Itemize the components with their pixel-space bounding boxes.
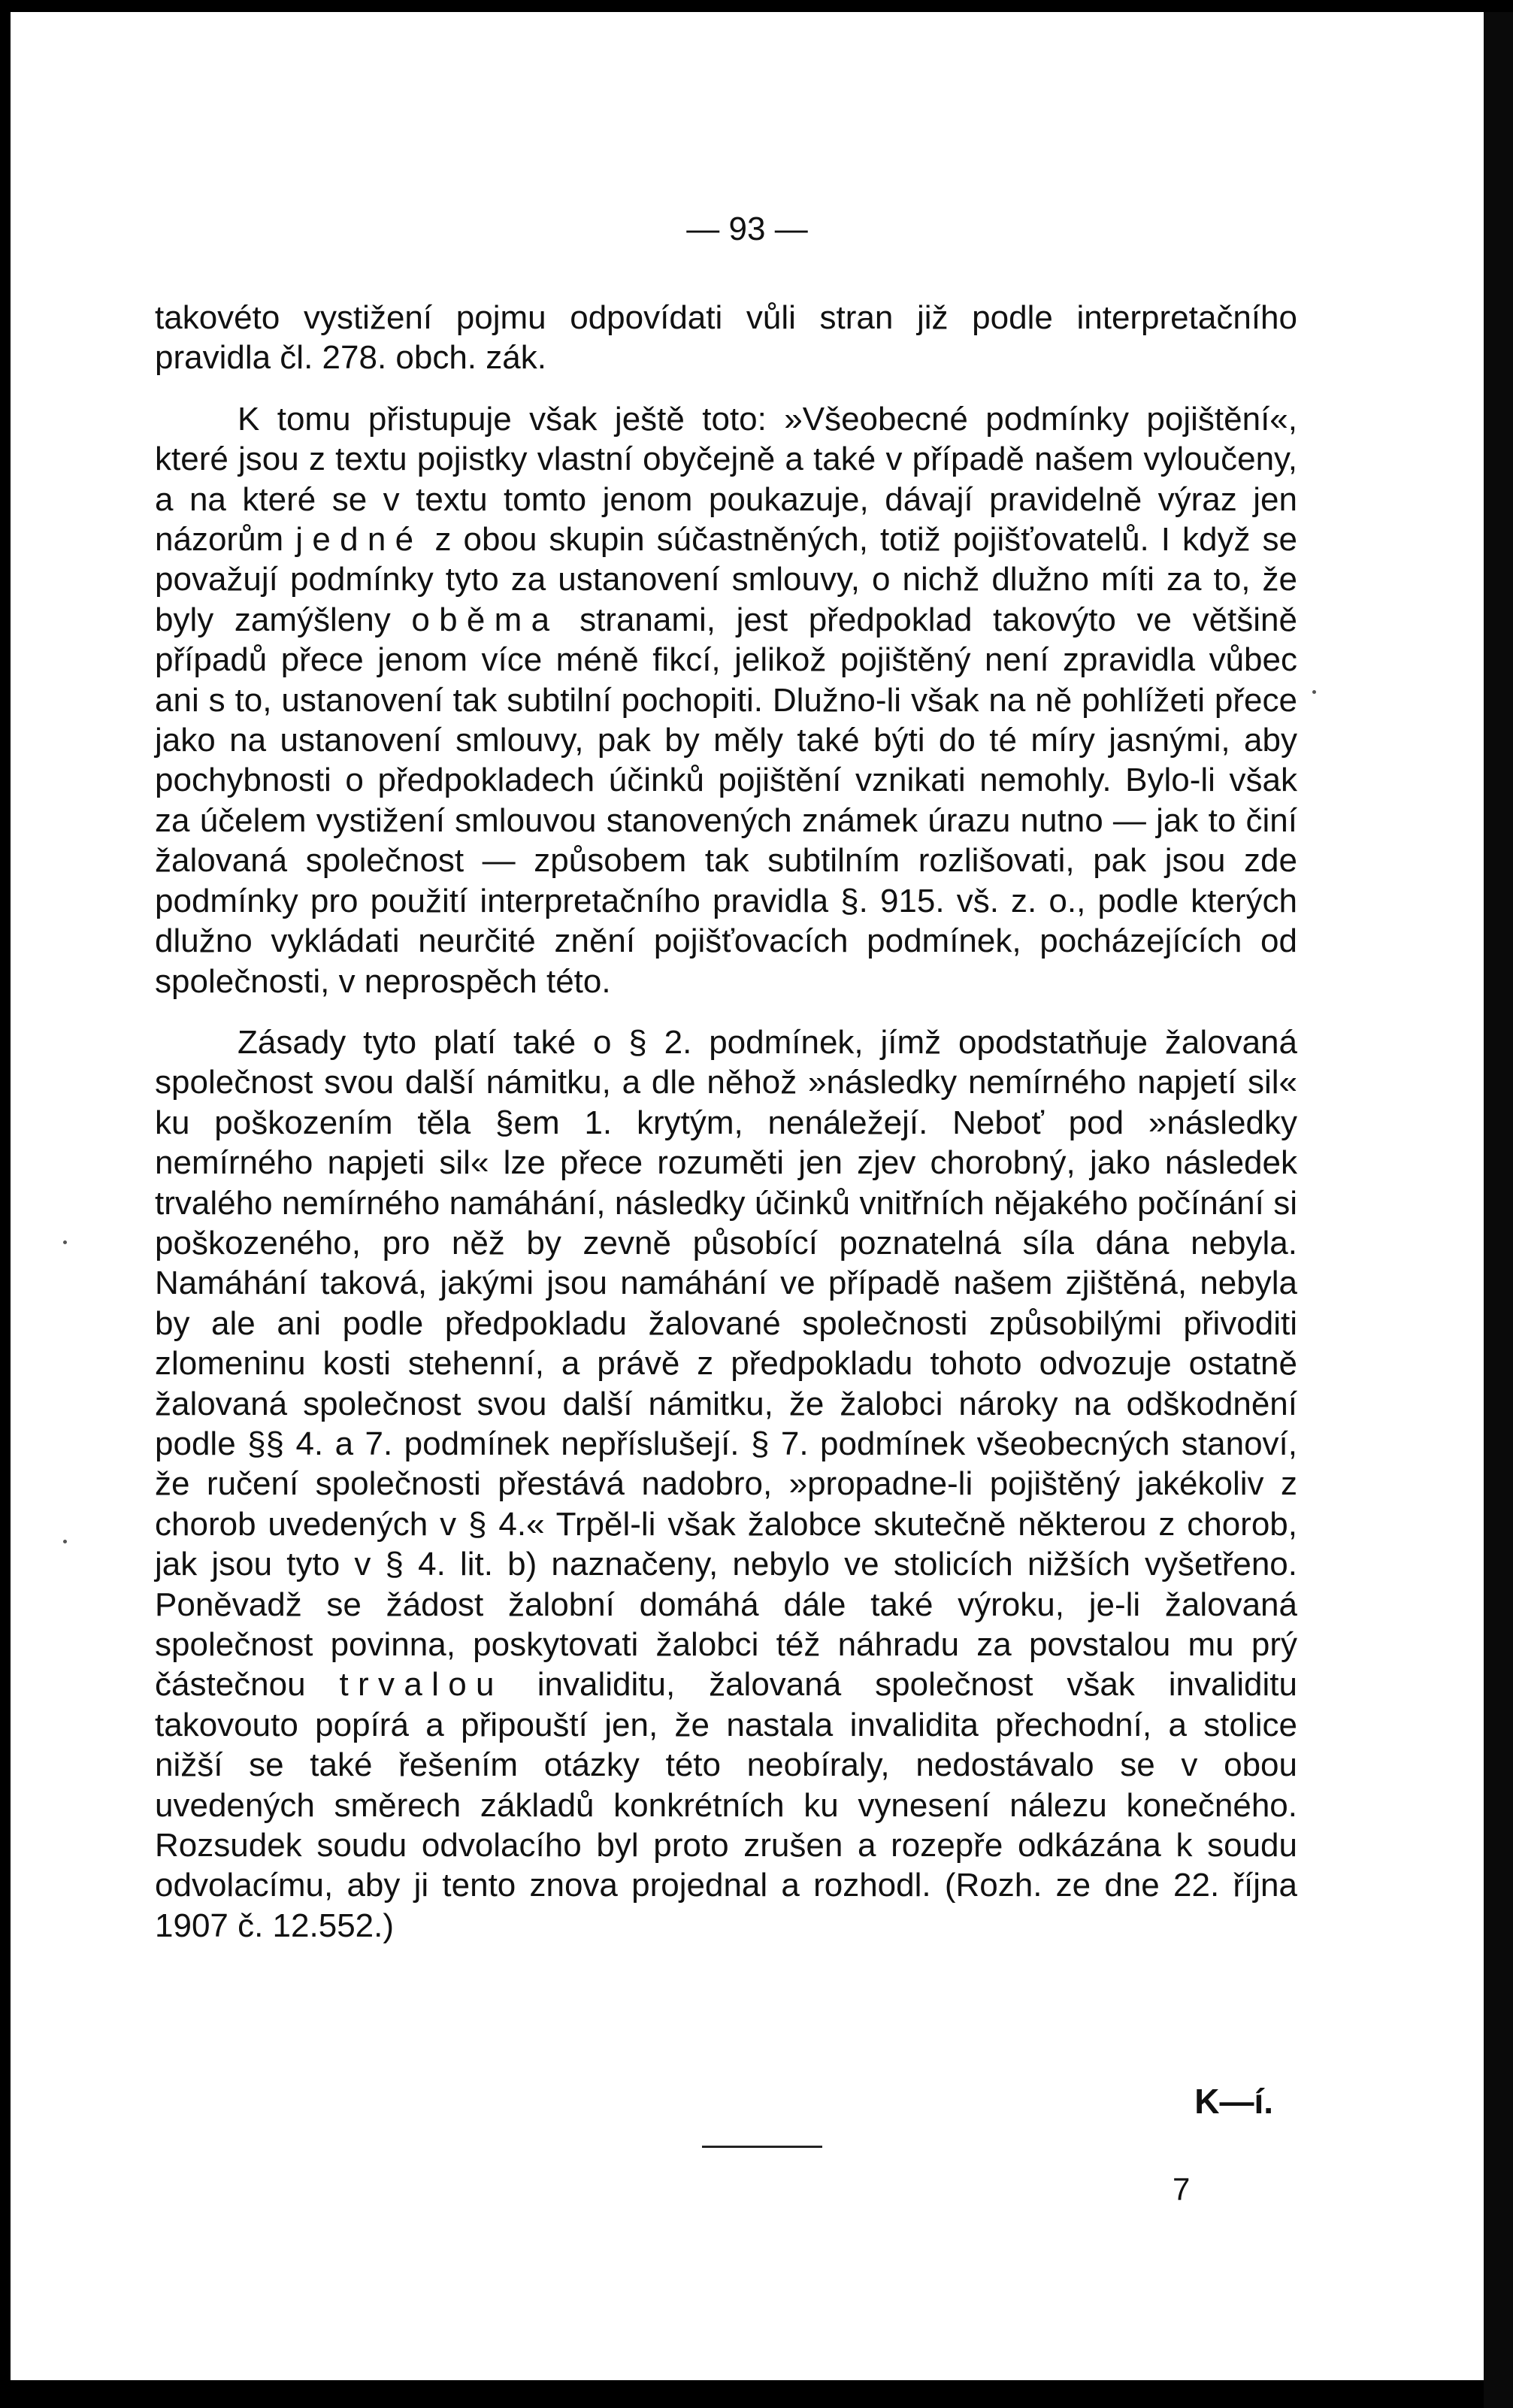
sheet-number: 7 (1173, 2171, 1191, 2207)
page-edge (1484, 12, 1513, 2408)
body-text (155, 298, 1297, 1946)
paragraph (155, 1022, 1297, 1946)
speck (1312, 690, 1316, 694)
book-page (11, 12, 1484, 2380)
speck (63, 1540, 67, 1543)
text-segment: z obou skupin súčastněných, totiž pojišťovatelů. I když se považují podmínky tyto za ustanovení smlouvy, o nichž dlužno míti za to, že byly zamýšleny (155, 521, 1297, 638)
speck (63, 1240, 67, 1244)
page-number: — 93 — (686, 211, 808, 247)
text-segment: Zásady tyto platí také o § 2. podmínek, jímž opodstatňuje žalovaná společnost svou další námitku, a dle něhož »následky nemírného napjetí sil« ku poškozením těla §em 1. krytým, nenáležejí. Neboť pod »následky nemírného napjeti sil« lze přece rozuměti jen zjev chorobný, jako následek trvalého nemírného namáhání, následky účinků vnitřních nějakého počínání si poškozeného, pro něž by zevně působící poznatelná síla dána nebyla. Namáhání taková, jakými jsou namáhání ve případě našem zjištěná, nebyla by ale ani podle předpokladu žalované společnosti způsobilými přivoditi zlomeninu kosti stehenní, a právě z předpokladu tohoto odvozuje ostatně žalovaná společnost svou další námitku, že žalobci nároky na odškodnění podle §§ 4. a 7. podmínek nepříslušejí. § 7. podmínek všeobecných stanoví, že ručení společnosti přestává nadobro, »propadne-li pojištěný jakékoliv z chorob uvedených v § 4.« Trpěl-li však žalobce skutečně některou z chorob, jak jsou tyto v § 4. lit. b) naznačeny, nebylo ve stolicích nižších vyšetřeno. Poněvadž se žádost žalobní domáhá dále také výroku, je-li žalovaná společnost povinna, poskytovati žalobci též náhradu za povstalou mu prý částečnou (155, 1023, 1297, 1704)
text-segment: takovéto vystižení pojmu odpovídati vůli stran již podle interpretačního pravidla čl. 278. obch. zák. (155, 299, 1297, 377)
text-segment: stranami, jest předpoklad takovýto ve většině případů přece jenom více méně fikcí, jelikož pojištěný není zpravidla vůbec ani s to, ustanovení tak subtilní pochopiti. Dlužno-li však na ně pohlížeti přece jako na ustanovení smlouvy, pak by měly také býti do té míry jasnými, aby pochybnosti o předpokladech účinků pojištění vznikati nemohly. Bylo-li však za účelem vystižení smlouvou stanovených známek úrazu nutno — jak to činí žalovaná společnost — způsobem tak subtilním rozlišovati, pak jsou zde podmínky pro použití interpretačního pravidla §. 915. vš. z. o., podle kterých dlužno vykládati neurčité znění pojišťovacích podmínek, pocházejících od společnosti, v neprospěch této. (155, 601, 1297, 1000)
spaced-emphasis: jedné (295, 521, 423, 559)
paragraph (155, 298, 1297, 378)
spaced-emphasis: oběma (411, 601, 559, 638)
paragraph (155, 399, 1297, 1001)
spaced-emphasis: trvalou (339, 1666, 504, 1704)
text-segment: K tomu přistupuje však ještě toto: »Všeobecné podmínky pojištění«, které jsou z textu pojistky vlastní obyčejně a také v případě našem vyloučeny, a na které se v textu tomto jenom poukazuje, dávají pravidelně výraz jen názorům (155, 400, 1297, 559)
text-segment: invaliditu, žalovaná společnost však invaliditu takovouto popírá a připouští jen, že nastala invalidita přechodní, a stolice nižší se také řešením otázky této neobíraly, nedostávalo se v obou uvedených směrech základů konkrétních ku vynesení nálezu konečného. Rozsudek soudu odvolacího byl proto zrušen a rozepře odkázána k soudu odvolacímu, aby ji tento znova projednal a rozhodl. (Rozh. ze dne 22. října 1907 č. 12.552.) (155, 1666, 1297, 1944)
separator-rule (702, 2146, 822, 2148)
author-signature: K—í. (1194, 2082, 1273, 2121)
